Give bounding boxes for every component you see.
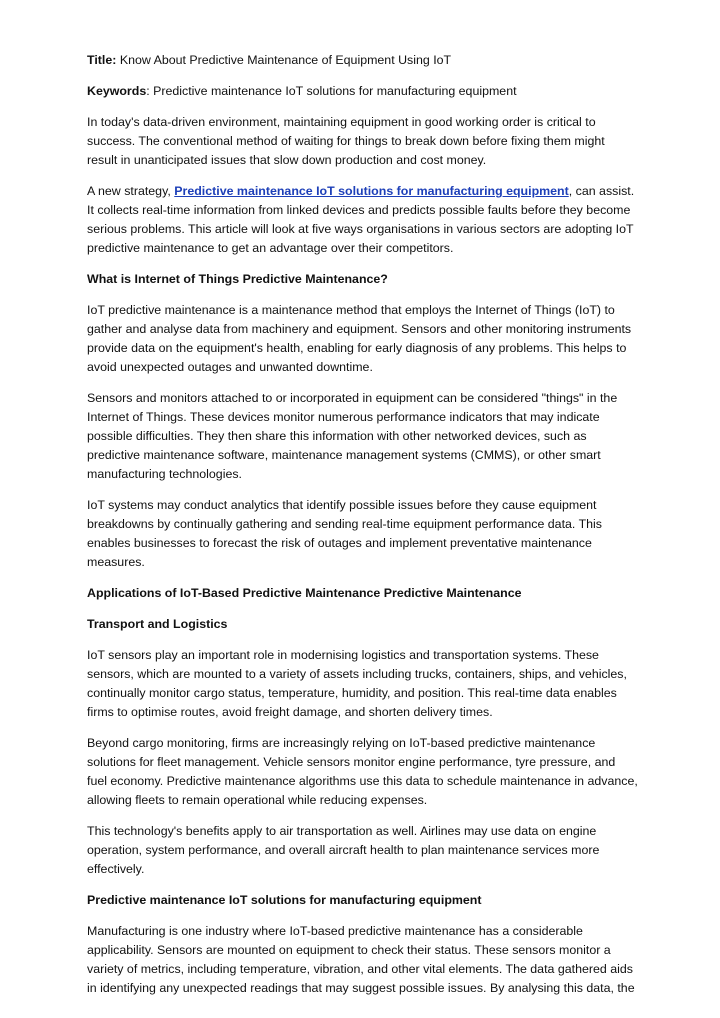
section-heading-transport-logistics: Transport and Logistics (87, 617, 228, 631)
section3-paragraph-3: This technology's benefits apply to air transportation as well. Airlines may use data on engine operation, system performance, and overall aircraft health to plan maintenance services more effectively. (87, 824, 600, 876)
section1-paragraph-3: IoT systems may conduct analytics that identify possible issues before they cause equipment breakdowns by continually gathering and sending real-time equipment performance data. This enables businesses to forecast the risk of outages and implement preventative maintenance measures. (87, 498, 602, 569)
section-heading-iot-predictive-maintenance: What is Internet of Things Predictive Maintenance? (87, 272, 388, 286)
title-label: Title: (87, 53, 117, 67)
section-heading-applications: Applications of IoT-Based Predictive Maintenance Predictive Maintenance (87, 586, 522, 600)
keywords-value: : Predictive maintenance IoT solutions for manufacturing equipment (146, 84, 517, 98)
intro-paragraph-1: In today's data-driven environment, maintaining equipment in good working order is critical to success. The conventional method of waiting for things to break down before fixing them might result in unanticipated issues that slow down production and cost money. (87, 115, 605, 167)
section4-paragraph-1: Manufacturing is one industry where IoT-based predictive maintenance has a considerable applicability. Sensors are mounted on equipment to check their status. These sensors monitor a variety of metrics, including temperature, vibration, and other vital elements. The data gathered aids in identifying any unexpected readings that may suggest possible issues. By analysing this data, the (87, 924, 635, 995)
section1-paragraph-2: Sensors and monitors attached to or incorporated in equipment can be considered "things" in the Internet of Things. These devices monitor numerous performance indicators that may indicate possible difficulties. They then share this information with other networked devices, such as predictive maintenance software, maintenance management systems (CMMS), or other smart manufacturing technologies. (87, 391, 618, 481)
predictive-maintenance-link[interactable]: Predictive maintenance IoT solutions for manufacturing equipment (174, 184, 569, 198)
keywords-label: Keywords (87, 84, 147, 98)
section1-paragraph-1: IoT predictive maintenance is a maintenance method that employs the Internet of Things (IoT) to gather and analyse data from machinery and equipment. Sensors and other monitoring instruments provide data on the equipment's health, enabling for early diagnosis of any problems. This helps to avoid unexpected outages and unwanted downtime. (87, 303, 632, 374)
title-value: Know About Predictive Maintenance of Equipment Using IoT (116, 53, 452, 67)
title-line (87, 51, 638, 70)
section3-paragraph-1: IoT sensors play an important role in modernising logistics and transportation systems. These sensors, which are mounted to a variety of assets including trucks, containers, ships, and vehicles, continually monitor cargo status, temperature, humidity, and position. This real-time data enables firms to optimise routes, avoid freight damage, and shorten delivery times. (87, 648, 627, 719)
keywords-line (87, 82, 638, 101)
section3-paragraph-2: Beyond cargo monitoring, firms are increasingly relying on IoT-based predictive maintenance solutions for fleet management. Vehicle sensors monitor engine performance, tyre pressure, and fuel economy. Predictive maintenance algorithms use this data to schedule maintenance in advance, allowing fleets to remain operational while reducing expenses. (87, 736, 638, 807)
intro-paragraph-2 (87, 182, 638, 258)
intro-p2-after: , can assist. It collects real-time information from linked devices and predicts possible faults before they become serious problems. This article will look at five ways organisations in various sectors are adopting IoT predictive maintenance to get an advantage over their competitors. (87, 184, 635, 255)
intro-p2-before: A new strategy, (87, 184, 175, 198)
section-heading-manufacturing: Predictive maintenance IoT solutions for manufacturing equipment (87, 893, 482, 907)
